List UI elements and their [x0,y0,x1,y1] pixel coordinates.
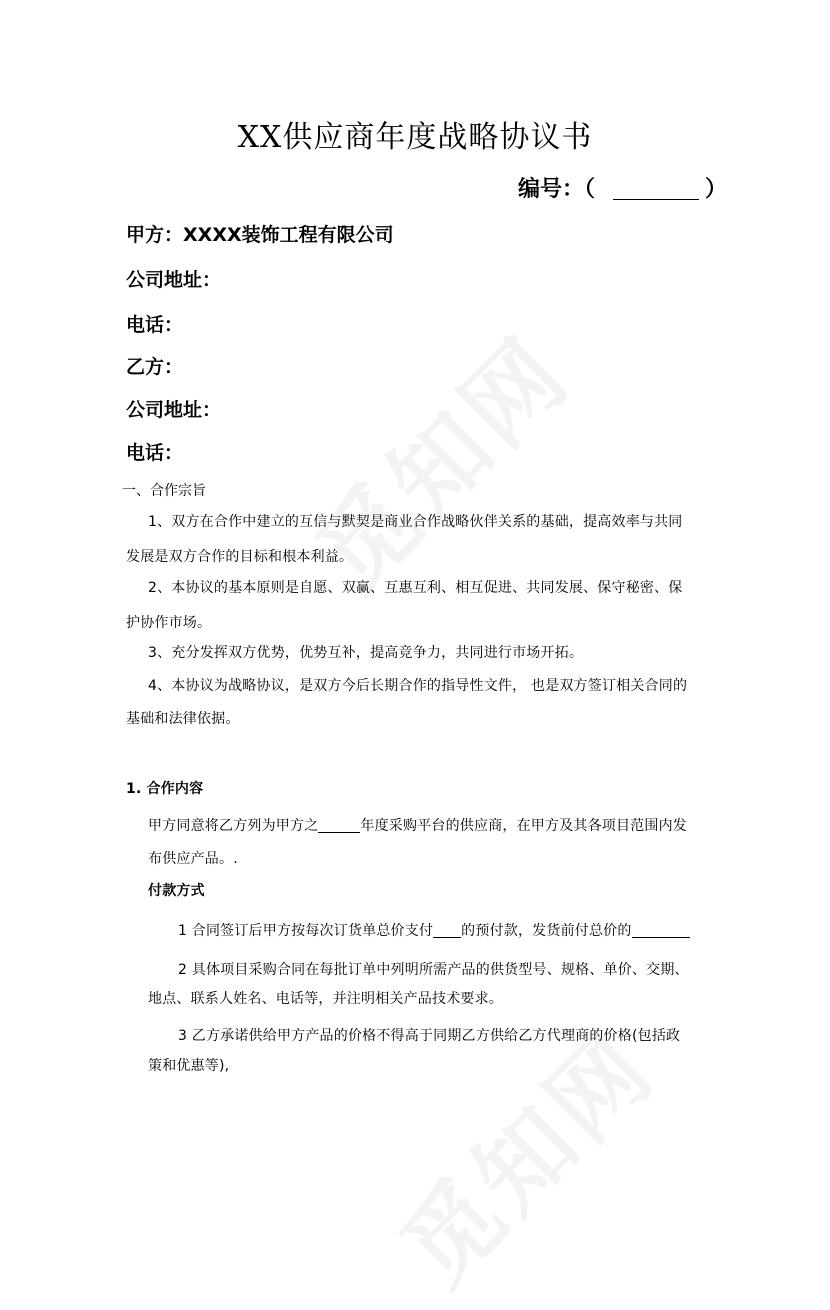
p1-part-a: 甲方同意将乙方列为甲方之 [148,818,319,834]
section1-line: 1、双方在合作中建立的互信与默契是商业合作战略伙伴关系的基础，提高效率与共同 [148,514,683,530]
watermark [281,302,594,615]
section1-line: 3、充分发挥双方优势，优势互补，提高竞争力，共同进行市场开拓。 [148,645,584,661]
p1-part-b: 年度采购平台的供应商，在甲方及其各项目范围内发 [360,818,688,834]
payment-item-2: 2 具体项目采购合同在每批订单中列明所需产品的供货型号、规格、单价、交期、 [178,962,689,978]
page-title: XX供应商年度战略协议书 [237,120,593,155]
party-b-address: 公司地址： [126,399,222,421]
section1-line: 发展是双方合作的目标和根本利益。 [126,549,354,565]
party-b-phone: 电话： [126,442,184,464]
agreement-number [518,172,727,203]
payment-heading: 付款方式 [148,883,205,899]
prepay-blank [433,923,461,938]
year-blank [318,818,360,833]
payment-item-1 [178,920,690,940]
number-close: ） [705,177,728,202]
party-a-address: 公司地址： [126,269,222,291]
section2-heading: 1. 合作内容 [126,781,204,797]
item1-part-a: 1 合同签订后甲方按每次订货单总价支付 [178,923,434,939]
payment-item-3-cont: 策和优惠等), [148,1058,230,1074]
party-b: 乙方： [126,356,184,378]
party-a-label: 甲方： [126,224,184,246]
number-label: 编号：（ [518,177,596,202]
party-a-value: XXXX装饰工程有限公司 [183,224,394,246]
section1-line: 4、本协议为战略协议，是双方今后长期合作的指导性文件， 也是双方签订相关合同的 [148,678,688,694]
p1-line2: 布供应产品。. [148,851,238,867]
cooperation-paragraph [148,815,687,835]
section1-line: 2、本协议的基本原则是自愿、双赢、互惠互利、相互促进、共同发展、保守秘密、保 [148,580,683,596]
party-a-phone: 电话： [126,314,184,336]
item1-part-b: 的预付款，发货前付总价的 [461,923,632,939]
section1-line: 基础和法律依据。 [126,711,240,727]
party-a [126,220,394,247]
number-blank [613,177,699,200]
payment-item-3: 3 乙方承诺供给甲方产品的价格不得高于同期乙方供给乙方代理商的价格(包括政 [178,1028,681,1044]
payment-item-2-cont: 地点、联系人姓名、电话等，并注明相关产品技术要求。 [148,991,503,1007]
section1-line: 护协作市场。 [126,615,212,631]
predelivery-blank [632,923,690,938]
section1-heading: 一、合作宗旨 [122,483,206,499]
